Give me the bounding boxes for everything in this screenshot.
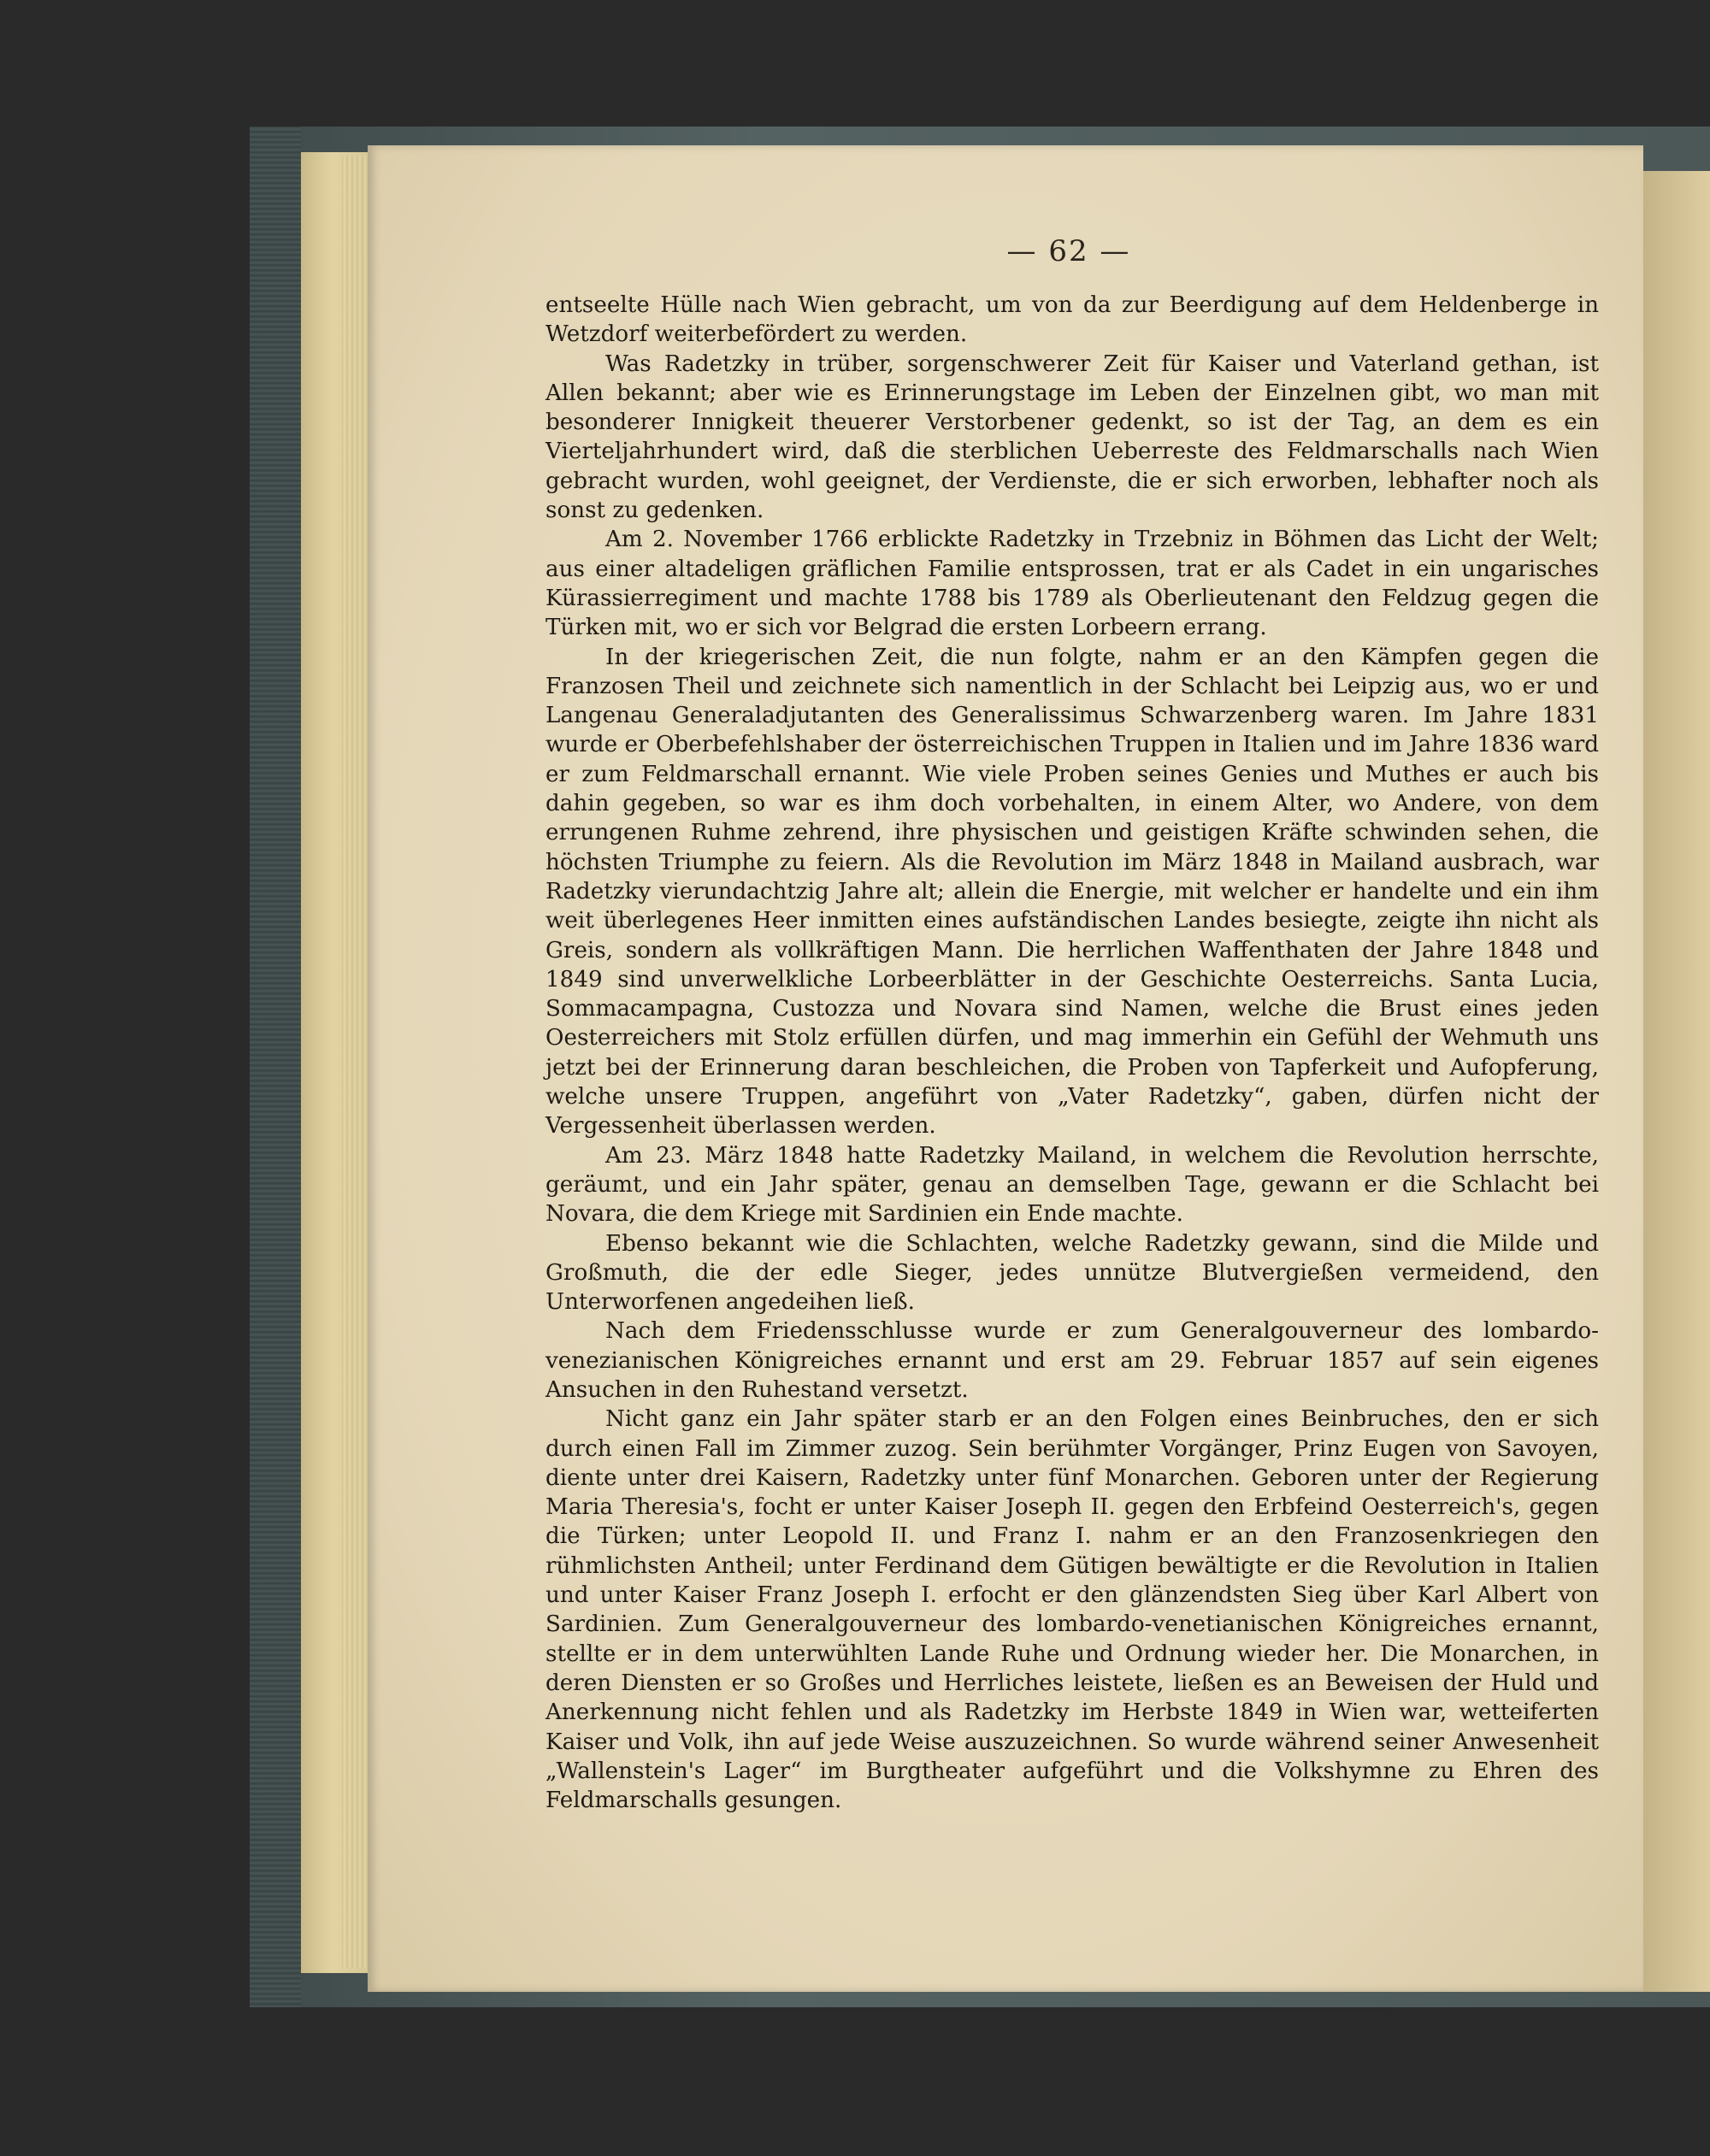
book-spine bbox=[250, 127, 301, 2007]
paragraph: Nach dem Friedensschlusse wurde er zum Generalgouverneur des lombardo-venezianischen Königreiches ernannt und erst am 29. Februar 1857 auf sein eigenes Ansuchen in den Ruhestand versetzt. bbox=[545, 1318, 1599, 1403]
facing-page-edge bbox=[1643, 171, 1710, 1992]
page-body-text bbox=[545, 291, 1599, 1815]
paragraph: Nicht ganz ein Jahr später starb er an den Folgen eines Beinbruches, den er sich durch einen Fall im Zimmer zuzog. Sein berühmter Vorgänger, Prinz Eugen von Savoyen, diente unter drei Kaisern, Radetzky unter fünf Monarchen. Geboren unter der Regierung Maria Theresia's, focht er unter Kaiser Joseph II. gegen den Erbfeind Oesterreich's, gegen die Türken; unter Leopold II. und Franz I. nahm er an den Franzosenkriegen den rühmlichsten Antheil; unter Ferdinand dem Gütigen bewältigte er die Revolution in Italien und unter Kaiser Franz Joseph I. erfocht er den glänzendsten Sieg über Karl Albert von Sardinien. Zum Generalgouverneur des lombardo-venetianischen Königreiches ernannt, stellte er in dem unterwühlten Lande Ruhe und Ordnung wieder her. Die Monarchen, in deren Diensten er so Großes und Herrliches leistete, ließen es an Beweisen der Huld und Anerkennung nicht fehlen und als Radetzky im Herbste 1849 in Wien war, wetteiferten Kaiser und Volk, ihn auf jede Weise auszuzeichnen. So wurde während seiner Anwesenheit „Wallenstein's Lager“ im Burgtheater aufgeführt und die Volkshymne zu Ehren des Feldmarschalls gesungen. bbox=[545, 1406, 1599, 1814]
paragraph: In der kriegerischen Zeit, die nun folgte, nahm er an den Kämpfen gegen die Franzosen Theil und zeichnete sich namentlich in der Schlacht bei Leipzig aus, wo er und Langenau Generaladjutanten des Generalissimus Schwarzenberg waren. Im Jahre 1831 wurde er Oberbefehlshaber der österreichischen Truppen in Italien und im Jahre 1836 ward er zum Feldmarschall ernannt. Wie viele Proben seines Genies und Muthes er auch bis dahin gegeben, so war es ihm doch vorbehalten, in einem Alter, wo Andere, von dem errungenen Ruhme zehrend, ihre physischen und geistigen Kräfte schwinden sehen, die höchsten Triumphe zu feiern. Als die Revolution im März 1848 in Mailand ausbrach, war Radetzky vierundachtzig Jahre alt; allein die Energie, mit welcher er handelte und ein ihm weit überlegenes Heer inmitten eines aufständischen Landes besiegte, zeigte ihn nicht als Greis, sondern als vollkräftigen Mann. Die herrlichen Waffenthaten der Jahre 1848 und 1849 sind unverwelkliche Lorbeerblätter in der Geschichte Oesterreichs. Santa Lucia, Sommacampagna, Custozza und Novara sind Namen, welche die Brust eines jeden Oesterreichers mit Stolz erfüllen dürfen, und mag immerhin ein Gefühl der Wehmuth uns jetzt bei der Erinnerung daran beschleichen, die Proben von Tapferkeit und Aufopferung, welche unsere Truppen, angeführt von „Vater Radetzky“, gaben, dürfen nicht der Vergessenheit überlassen werden. bbox=[545, 644, 1599, 1140]
page-number: — 62 — bbox=[1006, 234, 1131, 268]
paragraph: entseelte Hülle nach Wien gebracht, um von da zur Beerdigung auf dem Heldenberge in Wetzdorf weiterbefördert zu werden. bbox=[545, 292, 1599, 348]
paragraph: Am 23. März 1848 hatte Radetzky Mailand, in welchem die Revolution herrschte, geräumt, und ein Jahr später, genau an demselben Tage, gewann er die Schlacht bei Novara, die dem Kriege mit Sardinien ein Ende machte. bbox=[545, 1142, 1599, 1228]
paragraph: Am 2. November 1766 erblickte Radetzky in Trzebniz in Böhmen das Licht der Welt; aus einer altadeligen gräflichen Familie entsprossen, trat er als Cadet in ein ungarisches Kürassierregiment und machte 1788 bis 1789 als Oberlieutenant den Feldzug gegen die Türken mit, wo er sich vor Belgrad die ersten Lorbeern errang. bbox=[545, 527, 1599, 641]
paragraph: Was Radetzky in trüber, sorgenschwerer Zeit für Kaiser und Vaterland gethan, ist Allen bekannt; aber wie es Erinnerungstage im Leben der Einzelnen gibt, wo man mit besonderer Innigkeit theuerer Verstorbener gedenkt, so ist der Tag, an dem es ein Vierteljahrhundert wird, daß die sterblichen Ueberreste des Feldmarschalls nach Wien gebracht wurden, wohl geeignet, der Verdienste, die er sich erworben, lebhafter noch als sonst zu gedenken. bbox=[545, 350, 1599, 524]
paragraph: Ebenso bekannt wie die Schlachten, welche Radetzky gewann, sind die Milde und Großmuth, die der edle Sieger, jedes unnütze Blutvergießen vermeidend, den Unterworfenen angedeihen ließ. bbox=[545, 1230, 1599, 1316]
